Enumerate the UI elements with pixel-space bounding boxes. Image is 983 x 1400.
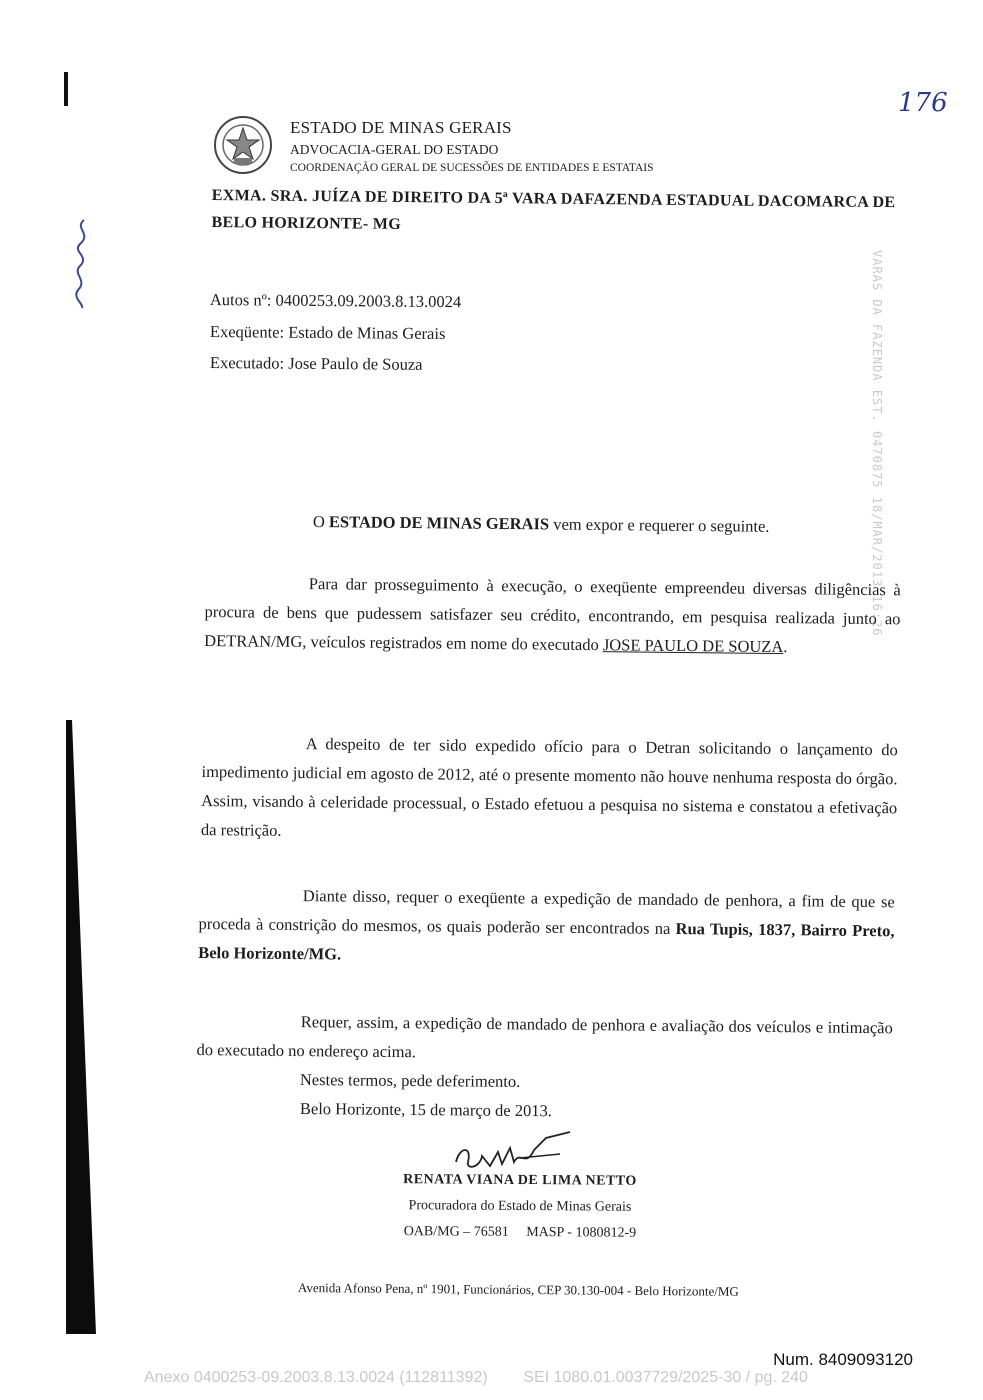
- case-number: Autos nº: 0400253.09.2003.8.13.0024: [209, 290, 462, 312]
- intro-prefix: O: [312, 512, 330, 532]
- letterhead-state: ESTADO DE MINAS GERAIS: [290, 118, 512, 137]
- closing-terms: Nestes termos, pede deferimento.: [299, 1070, 521, 1091]
- paragraph-3: [198, 880, 895, 974]
- paragraph-4-text: Requer, assim, a expedição de mandado de penhora e avaliação dos veículos e intimação do executado no endereço acima.: [196, 1012, 893, 1062]
- addressee: EXMA. SRA. JUÍZA DE DIREITO DA 5ª VARA DAFAZENDA ESTADUAL DACOMARCA DE BELO HORIZONTE- MG: [211, 186, 896, 233]
- scan-edge-shadow: [66, 720, 96, 1334]
- paragraph-1-end: .: [783, 637, 788, 657]
- intro-bold: ESTADO DE MINAS GERAIS: [328, 512, 550, 534]
- filing-stamp: VARAS DA FAZENDA EST. 0470875 18/MAR/2013 16:26: [870, 250, 884, 637]
- paragraph-3-address: Rua Tupis, 1837, Bairro Preto, Belo Horizonte/MG.: [198, 918, 895, 964]
- case-exequente: Exeqüente: Estado de Minas Gerais: [209, 322, 446, 344]
- paragraph-2-text: A despeito de ter sido expedido ofício para o Detran solicitando o lançamento do impedimento judicial em agosto de 2012, até o presente momento não houve nenhuma resposta do órgão. Assim, visando à celeridade processual, o Estado efetuou a pesquisa no sistema e constatou a efetivação da restrição.: [200, 734, 898, 840]
- scan-mark: [64, 72, 68, 106]
- footer-address: Avenida Afonso Pena, nº 1901, Funcionários, CEP 30.130-004 - Belo Horizonte/MG: [297, 1280, 739, 1299]
- coat-of-arms-seal: [212, 114, 274, 176]
- handwritten-initials: [66, 214, 100, 310]
- handwritten-signature: [450, 1128, 580, 1176]
- signatory-ids: OAB/MG – 76581 MASP - 1080812-9: [403, 1224, 637, 1241]
- paragraph-1-text: Para dar prosseguimento à execução, o exeqüente empreendeu diversas diligências à procura de bens que pudessem satisfazer seu crédito, encontrando, em pesquisa realizada junto ao DETRAN/MG, veículos registrados em nome do executado: [204, 574, 901, 655]
- document-number: Num. 8409093120: [773, 1350, 913, 1369]
- intro-line: [313, 512, 770, 537]
- page-number: 176: [898, 88, 948, 118]
- closing-date: Belo Horizonte, 15 de março de 2013.: [299, 1099, 553, 1121]
- case-executado: Executado: Jose Paulo de Souza: [209, 353, 423, 374]
- annex-reference: Anexo 0400253-09.2003.8.13.0024 (112811392) SEI 1080.01.0037729/2025-30 / pg. 240: [144, 1369, 808, 1386]
- letterhead-coordination: COORDENAÇÃO GERAL DE SUCESSÕES DE ENTIDADES E ESTATAIS: [290, 162, 654, 174]
- signatory-name: RENATA VIANA DE LIMA NETTO: [403, 1172, 637, 1189]
- signatory-role: Procuradora do Estado de Minas Gerais: [408, 1198, 632, 1215]
- letterhead-agency: ADVOCACIA-GERAL DO ESTADO: [290, 142, 499, 157]
- paragraph-4: [196, 1006, 893, 1071]
- paragraph-2: [201, 728, 898, 851]
- intro-suffix: vem expor e requerer o seguinte.: [549, 514, 770, 536]
- paragraph-1-executado: JOSE PAULO DE SOUZA: [602, 635, 784, 657]
- paragraph-3-text: Diante disso, requer o exeqüente a expedição de mandado de penhora, a fim de que se proceda à constrição do mesmos, os quais poderão ser encontrados na: [198, 886, 895, 938]
- paragraph-1: [204, 568, 901, 662]
